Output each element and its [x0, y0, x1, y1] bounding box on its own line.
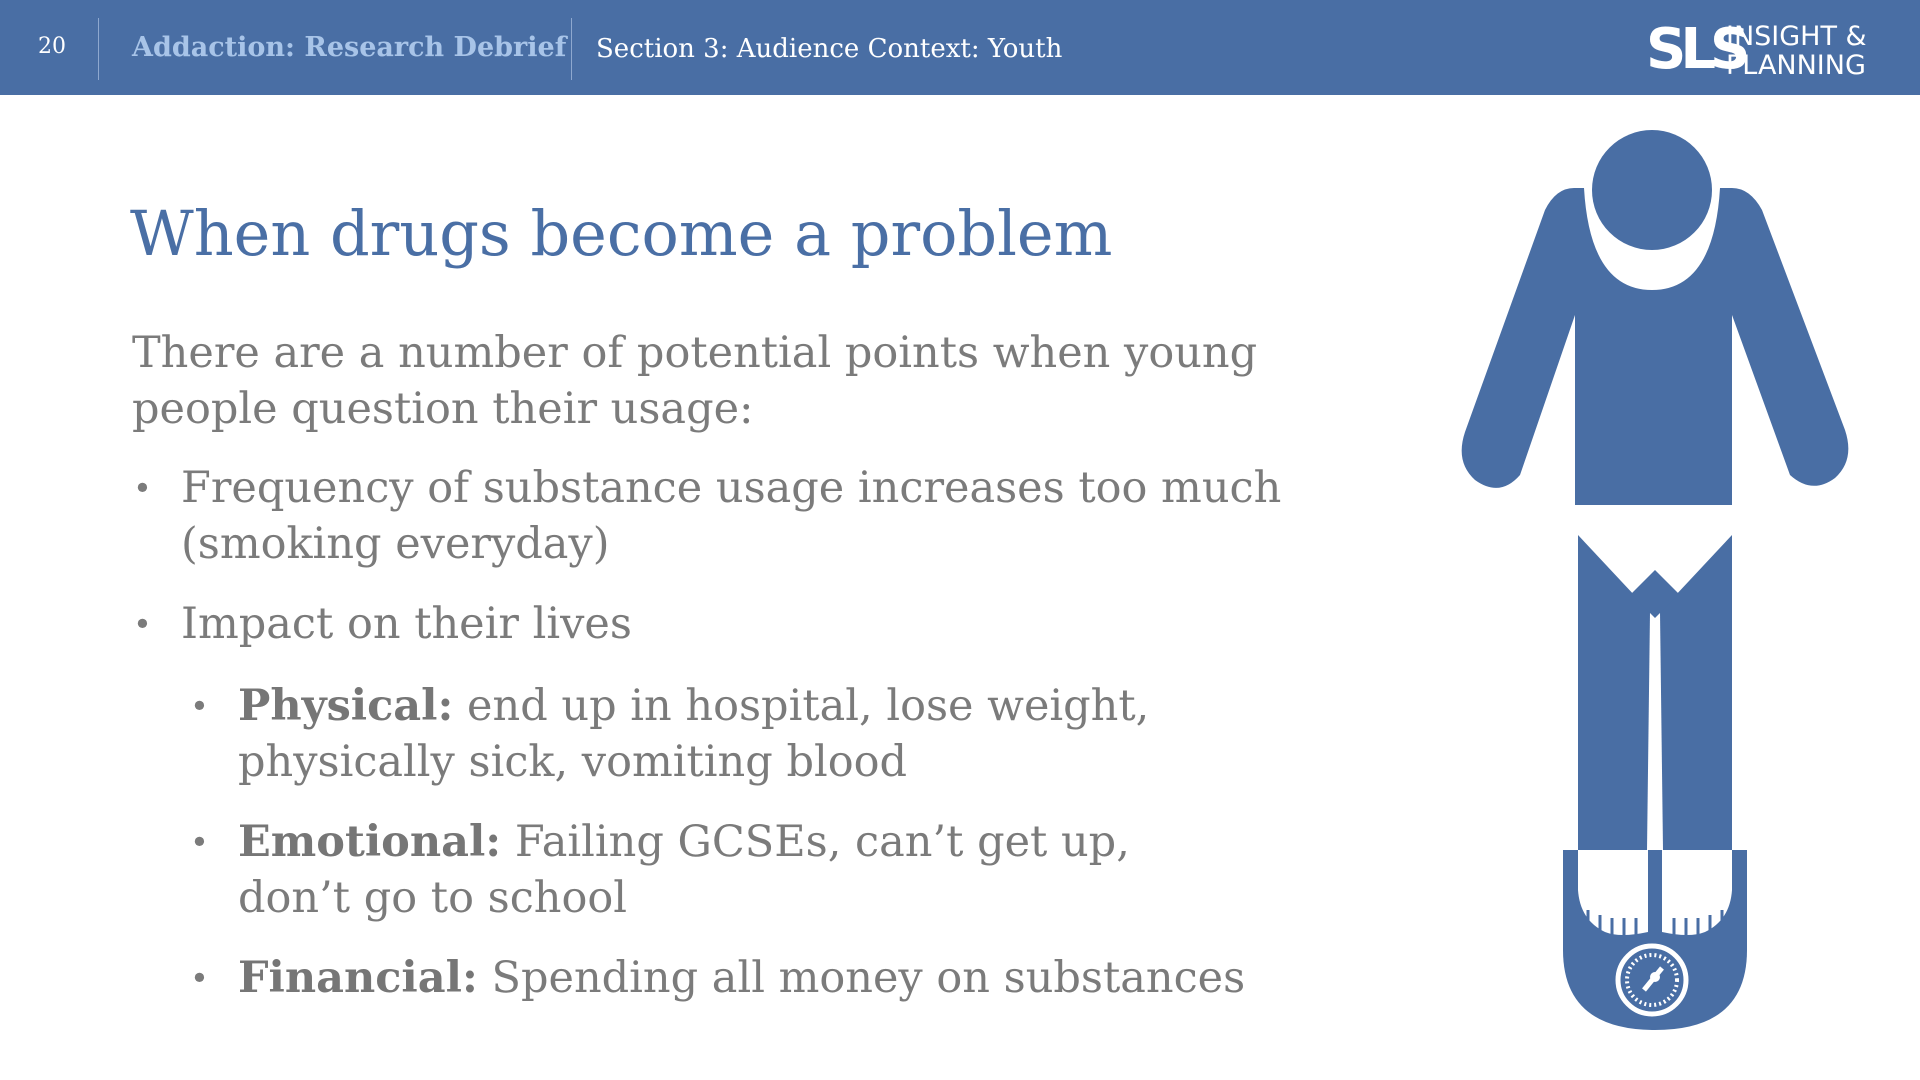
bullet-item [133, 596, 632, 652]
bullet-dot: • [133, 605, 152, 643]
bullet-dot: • [190, 823, 209, 861]
person-on-scale-icon [1450, 120, 1850, 1040]
sub-bullet-label: Emotional: [238, 817, 502, 867]
sub-bullet-text: Failing GCSEs, can’t get up, [501, 817, 1130, 867]
sub-bullet-text: don’t go to school [238, 873, 628, 923]
sub-bullet-text: Spending all money on substances [477, 953, 1246, 1003]
deck-title: Addaction: Research Debrief [132, 32, 567, 63]
logo-line-1: INSIGHT & [1726, 21, 1867, 52]
bullet-text-line: Impact on their lives [181, 599, 632, 649]
scale-needle-hub [1650, 972, 1660, 982]
sub-bullet-label: Physical: [238, 681, 454, 731]
sub-bullet-text: end up in hospital, lose weight, [453, 681, 1150, 731]
logo-line-2: PLANNING [1726, 50, 1866, 81]
logo-wordmark [1726, 22, 1867, 80]
bullet-dot: • [133, 469, 152, 507]
sub-bullet-item [190, 678, 1150, 790]
slide-title: When drugs become a problem [130, 197, 1113, 270]
header-bar [0, 0, 1920, 95]
sub-bullet-text: physically sick, vomiting blood [238, 737, 908, 787]
sub-bullet-label: Financial: [238, 953, 478, 1003]
bullet-dot: • [190, 959, 209, 997]
logo-mark: SLS [1646, 17, 1745, 82]
bullet-text-line: Frequency of substance usage increases too much [181, 463, 1282, 513]
intro-text: There are a number of potential points when young people question their usage: [132, 328, 1258, 434]
bullet-dot: • [190, 687, 209, 725]
figure-right-leg [1660, 535, 1732, 850]
header-divider [98, 18, 99, 80]
figure-head [1592, 130, 1712, 250]
figure-left-leg [1578, 535, 1650, 850]
section-title: Section 3: Audience Context: Youth [596, 34, 1063, 64]
sub-bullet-item [190, 950, 1246, 1006]
company-logo [1646, 17, 1896, 82]
page-number: 20 [38, 34, 66, 59]
sub-bullet-item [190, 814, 1130, 926]
header-divider [571, 18, 572, 80]
bullet-text-line: (smoking everyday) [181, 519, 610, 569]
bullet-item [133, 460, 1282, 572]
